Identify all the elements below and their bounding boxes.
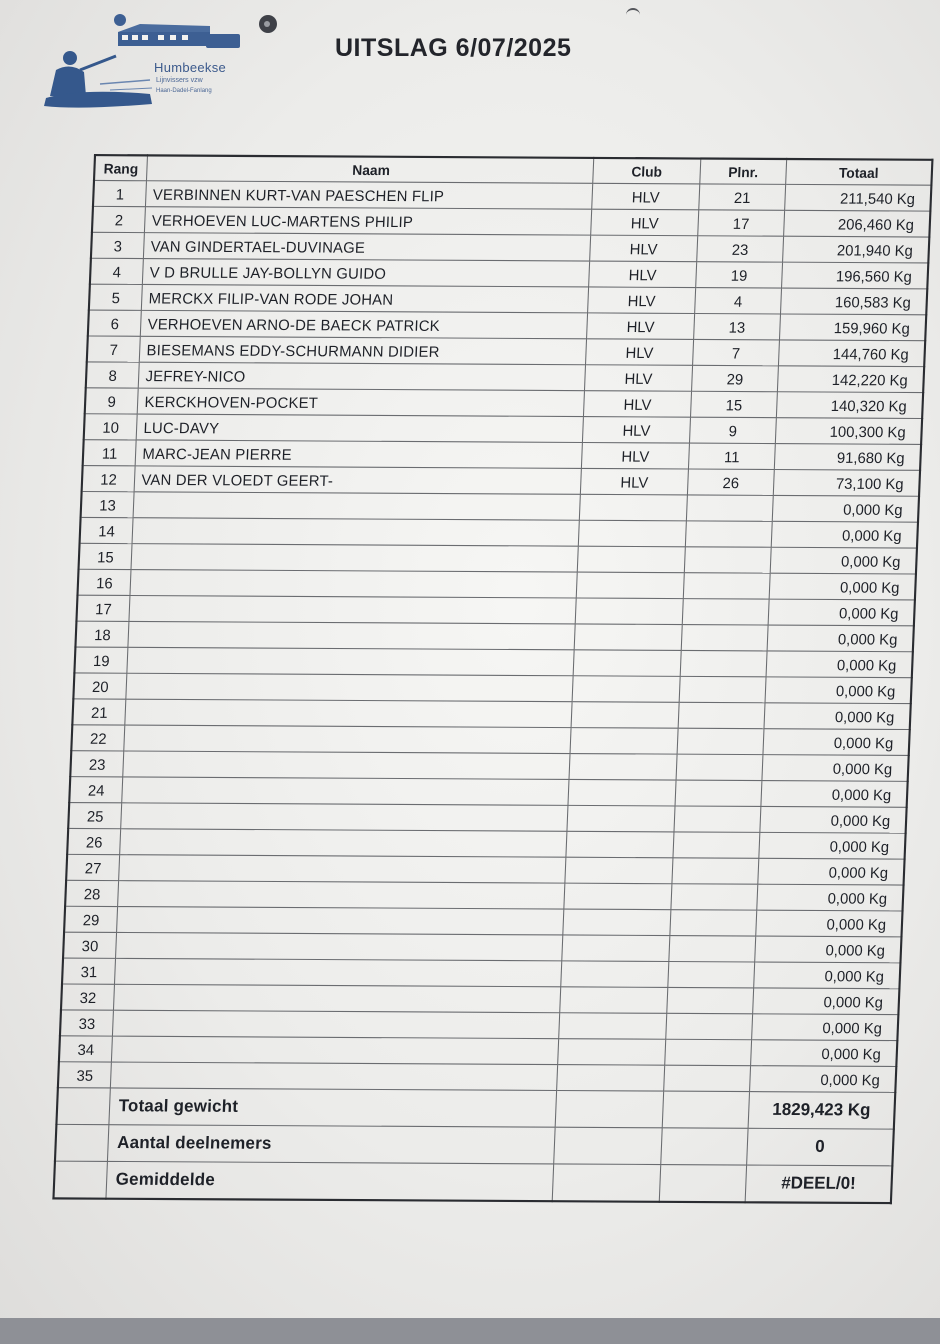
- cell-rang: 2: [92, 206, 146, 232]
- cell-club: HLV: [592, 183, 700, 210]
- cell-naam: VERHOEVEN ARNO-DE BAECK PATRICK: [140, 310, 587, 338]
- cell-club: [563, 909, 671, 936]
- cell-totaal: 0,000 Kg: [763, 729, 910, 756]
- cell-totaal: 0,000 Kg: [771, 521, 918, 548]
- cell-naam: [112, 1010, 559, 1038]
- cell-plnr: [670, 910, 757, 936]
- column-header-totaal: Totaal: [786, 159, 933, 185]
- background-surface: [0, 1318, 940, 1344]
- cell-rang: 19: [74, 647, 128, 673]
- cell-club: HLV: [590, 235, 698, 262]
- cell-naam: [129, 595, 576, 623]
- cell-plnr: 11: [688, 443, 775, 469]
- cell-rang: 4: [90, 258, 144, 284]
- cell-club: [578, 520, 686, 547]
- summary-empty-cell: [56, 1088, 110, 1125]
- cell-rang: 3: [91, 232, 145, 258]
- cell-plnr: [666, 1013, 753, 1039]
- cell-plnr: [665, 1039, 752, 1065]
- cell-plnr: 4: [695, 288, 782, 314]
- cell-club: [557, 1065, 665, 1092]
- cell-rang: 5: [89, 284, 143, 310]
- summary-empty-cell: [555, 1090, 664, 1127]
- cell-totaal: 0,000 Kg: [752, 1014, 899, 1041]
- cell-rang: 25: [68, 803, 122, 829]
- cell-naam: [116, 932, 563, 960]
- column-header-plnr: Plnr.: [700, 159, 787, 185]
- cell-totaal: 0,000 Kg: [750, 1066, 897, 1093]
- cell-naam: [125, 699, 572, 727]
- cell-club: HLV: [586, 339, 694, 366]
- cell-club: [576, 572, 684, 599]
- cell-plnr: [678, 702, 765, 728]
- cell-plnr: 21: [699, 184, 786, 210]
- summary-total-weight-label: Totaal gewicht: [109, 1088, 557, 1127]
- cell-rang: 31: [62, 958, 116, 984]
- cell-naam: [119, 855, 566, 883]
- cell-plnr: 13: [694, 313, 781, 339]
- cell-naam: MARC-JEAN PIERRE: [135, 440, 582, 468]
- cell-plnr: 15: [691, 391, 778, 417]
- cell-naam: MERCKX FILIP-VAN RODE JOHAN: [141, 284, 588, 312]
- logo-subtext: Lijnvissers vzw: [156, 77, 203, 84]
- summary-empty-cell: [552, 1164, 661, 1202]
- cell-rang: 20: [73, 673, 127, 699]
- cell-naam: [128, 621, 575, 649]
- column-header-rang: Rang: [94, 155, 147, 181]
- summary-average-value: #DEEL/0!: [745, 1165, 892, 1203]
- cell-totaal: 91,680 Kg: [774, 444, 921, 471]
- results-table-wrapper: [52, 154, 916, 1204]
- cell-club: [575, 598, 683, 625]
- cell-club: [560, 987, 668, 1014]
- cell-plnr: [669, 936, 756, 962]
- cell-totaal: 73,100 Kg: [773, 470, 920, 497]
- cell-rang: 33: [60, 1010, 114, 1036]
- cell-naam: [111, 1036, 558, 1064]
- cell-naam: [117, 907, 564, 935]
- summary-empty-cell: [53, 1161, 107, 1199]
- summary-empty-cell: [662, 1091, 749, 1128]
- cell-totaal: 160,583 Kg: [780, 288, 927, 315]
- cell-rang: 16: [77, 569, 131, 595]
- cell-rang: 27: [66, 854, 120, 880]
- table-body: [58, 180, 932, 1092]
- cell-naam: BIESEMANS EDDY-SCHURMANN DIDIER: [139, 336, 586, 364]
- cell-rang: 34: [59, 1036, 113, 1062]
- cell-totaal: 0,000 Kg: [762, 755, 909, 782]
- cell-plnr: 19: [696, 262, 783, 288]
- cell-plnr: [677, 728, 764, 754]
- cell-club: [569, 754, 677, 781]
- cell-club: HLV: [588, 287, 696, 314]
- cell-totaal: 0,000 Kg: [766, 651, 913, 678]
- cell-rang: 18: [75, 621, 129, 647]
- page-title: UITSLAG 6/07/2025: [335, 34, 572, 62]
- cell-naam: V D BRULLE JAY-BOLLYN GUIDO: [142, 259, 589, 287]
- cell-plnr: [682, 599, 769, 625]
- summary-participants-label: Aantal deelnemers: [107, 1125, 555, 1164]
- results-table: [52, 154, 933, 1204]
- column-header-club: Club: [593, 158, 701, 184]
- cell-naam: [127, 647, 574, 675]
- summary-total-weight-row: [56, 1088, 895, 1129]
- cell-rang: 14: [80, 517, 134, 543]
- cell-naam: VAN DER VLOEDT GEERT-: [134, 466, 581, 494]
- cell-club: HLV: [581, 442, 689, 469]
- cell-totaal: 0,000 Kg: [757, 884, 904, 911]
- cell-naam: VERBINNEN KURT-VAN PAESCHEN FLIP: [145, 181, 592, 209]
- cell-club: [562, 935, 670, 962]
- cell-naam: [126, 673, 573, 701]
- cell-club: HLV: [583, 391, 691, 418]
- cell-rang: 9: [85, 388, 139, 414]
- cell-club: HLV: [591, 209, 699, 236]
- cell-club: [570, 728, 678, 755]
- summary-participants-value: 0: [747, 1128, 894, 1166]
- cell-plnr: 17: [698, 210, 785, 236]
- cell-naam: [133, 492, 580, 520]
- cell-plnr: [676, 754, 763, 780]
- cell-totaal: 0,000 Kg: [756, 910, 903, 937]
- cell-club: HLV: [589, 261, 697, 288]
- cell-naam: [124, 725, 571, 753]
- cell-plnr: [671, 884, 758, 910]
- club-logo: [40, 14, 250, 114]
- summary-average-label: Gemiddelde: [106, 1161, 554, 1201]
- cell-club: [565, 857, 673, 884]
- cell-plnr: [683, 573, 770, 599]
- cell-totaal: 159,960 Kg: [779, 314, 926, 341]
- cell-totaal: 142,220 Kg: [777, 366, 924, 393]
- cell-totaal: 100,300 Kg: [775, 418, 922, 445]
- cell-plnr: [674, 806, 761, 832]
- cell-rang: 32: [61, 984, 115, 1010]
- stamp-icon: [256, 12, 280, 36]
- logo-text: Humbeekse: [154, 60, 227, 75]
- cell-club: [571, 702, 679, 729]
- cell-naam: [120, 829, 567, 857]
- column-header-naam: Naam: [146, 155, 593, 183]
- cell-rang: 29: [64, 906, 118, 932]
- cell-rang: 35: [58, 1062, 112, 1088]
- cell-naam: [123, 751, 570, 779]
- cell-rang: 7: [87, 336, 141, 362]
- cell-rang: 12: [82, 466, 136, 492]
- cell-club: [567, 805, 675, 832]
- cell-club: [566, 831, 674, 858]
- cell-club: [561, 961, 669, 988]
- cell-plnr: [667, 987, 754, 1013]
- cell-totaal: 0,000 Kg: [765, 677, 912, 704]
- cell-rang: 23: [70, 751, 124, 777]
- summary-empty-cell: [554, 1127, 663, 1164]
- cell-rang: 22: [71, 725, 125, 751]
- cell-plnr: [675, 780, 762, 806]
- cell-naam: [110, 1062, 557, 1090]
- summary-total-weight-value: 1829,423 Kg: [748, 1092, 895, 1130]
- cell-plnr: [685, 521, 772, 547]
- cell-plnr: 9: [689, 417, 776, 443]
- cell-naam: JEFREY-NICO: [138, 362, 585, 390]
- cell-plnr: [686, 495, 773, 521]
- cell-totaal: 0,000 Kg: [761, 781, 908, 808]
- cell-plnr: [668, 961, 755, 987]
- summary-average-row: [53, 1161, 892, 1203]
- cell-totaal: 0,000 Kg: [755, 936, 902, 963]
- cell-totaal: 0,000 Kg: [751, 1040, 898, 1067]
- summary-empty-cell: [659, 1165, 746, 1203]
- cell-naam: [132, 518, 579, 546]
- cell-plnr: [680, 650, 767, 676]
- cell-rang: 6: [88, 310, 142, 336]
- cell-totaal: 0,000 Kg: [753, 988, 900, 1015]
- logo-subtext-2: Haan-Dadel-Fanlang: [156, 88, 212, 94]
- cell-rang: 24: [69, 777, 123, 803]
- cell-totaal: 206,460 Kg: [784, 210, 931, 237]
- cell-rang: 8: [86, 362, 140, 388]
- cell-plnr: 7: [693, 339, 780, 365]
- cell-plnr: [681, 625, 768, 651]
- cell-totaal: 0,000 Kg: [770, 547, 917, 574]
- cell-club: [559, 1013, 667, 1040]
- cell-club: [577, 546, 685, 573]
- cell-rang: 28: [65, 880, 119, 906]
- pen-mark: [626, 8, 640, 20]
- cell-totaal: 201,940 Kg: [783, 236, 930, 263]
- cell-rang: 17: [76, 595, 130, 621]
- cell-plnr: [673, 832, 760, 858]
- cell-totaal: 140,320 Kg: [776, 392, 923, 419]
- cell-plnr: 23: [697, 236, 784, 262]
- cell-rang: 30: [63, 932, 117, 958]
- cell-totaal: 144,760 Kg: [778, 340, 925, 367]
- cell-naam: VAN GINDERTAEL-DUVINAGE: [143, 233, 590, 261]
- summary-participants-row: [55, 1124, 894, 1165]
- cell-naam: [113, 984, 560, 1012]
- cell-club: [574, 624, 682, 651]
- cell-club: HLV: [584, 365, 692, 392]
- cell-club: [572, 676, 680, 703]
- cell-rang: 10: [84, 414, 138, 440]
- cell-club: [573, 650, 681, 677]
- cell-totaal: 196,560 Kg: [782, 262, 929, 289]
- cell-rang: 21: [72, 699, 126, 725]
- cell-totaal: 0,000 Kg: [758, 858, 905, 885]
- cell-club: HLV: [587, 313, 695, 340]
- cell-naam: [118, 881, 565, 909]
- summary-empty-cell: [661, 1128, 748, 1165]
- cell-totaal: 0,000 Kg: [768, 599, 915, 626]
- cell-plnr: 26: [687, 469, 774, 495]
- cell-naam: [114, 958, 561, 986]
- summary-body: [53, 1088, 895, 1203]
- cell-totaal: 211,540 Kg: [785, 184, 932, 211]
- cell-naam: [130, 570, 577, 598]
- cell-rang: 13: [81, 492, 135, 518]
- cell-naam: [122, 777, 569, 805]
- cell-totaal: 0,000 Kg: [764, 703, 911, 730]
- summary-empty-cell: [55, 1124, 109, 1161]
- cell-club: [568, 779, 676, 806]
- cell-plnr: [664, 1065, 751, 1091]
- cell-totaal: 0,000 Kg: [760, 806, 907, 833]
- cell-naam: [121, 803, 568, 831]
- cell-plnr: [684, 547, 771, 573]
- cell-plnr: 29: [692, 365, 779, 391]
- cell-totaal: 0,000 Kg: [772, 495, 919, 522]
- cell-totaal: 0,000 Kg: [759, 832, 906, 859]
- cell-naam: LUC-DAVY: [136, 414, 583, 442]
- cell-rang: 1: [93, 180, 147, 206]
- cell-naam: [131, 544, 578, 572]
- cell-club: [564, 883, 672, 910]
- cell-club: HLV: [582, 417, 690, 444]
- cell-club: [579, 494, 687, 521]
- cell-totaal: 0,000 Kg: [769, 573, 916, 600]
- cell-naam: KERCKHOVEN-POCKET: [137, 388, 584, 416]
- cell-totaal: 0,000 Kg: [767, 625, 914, 652]
- cell-club: [558, 1039, 666, 1066]
- cell-rang: 26: [67, 828, 121, 854]
- cell-naam: VERHOEVEN LUC-MARTENS PHILIP: [144, 207, 591, 235]
- cell-club: HLV: [580, 468, 688, 495]
- cell-rang: 11: [83, 440, 137, 466]
- cell-plnr: [672, 858, 759, 884]
- cell-plnr: [679, 676, 766, 702]
- cell-rang: 15: [79, 543, 133, 569]
- cell-totaal: 0,000 Kg: [754, 962, 901, 989]
